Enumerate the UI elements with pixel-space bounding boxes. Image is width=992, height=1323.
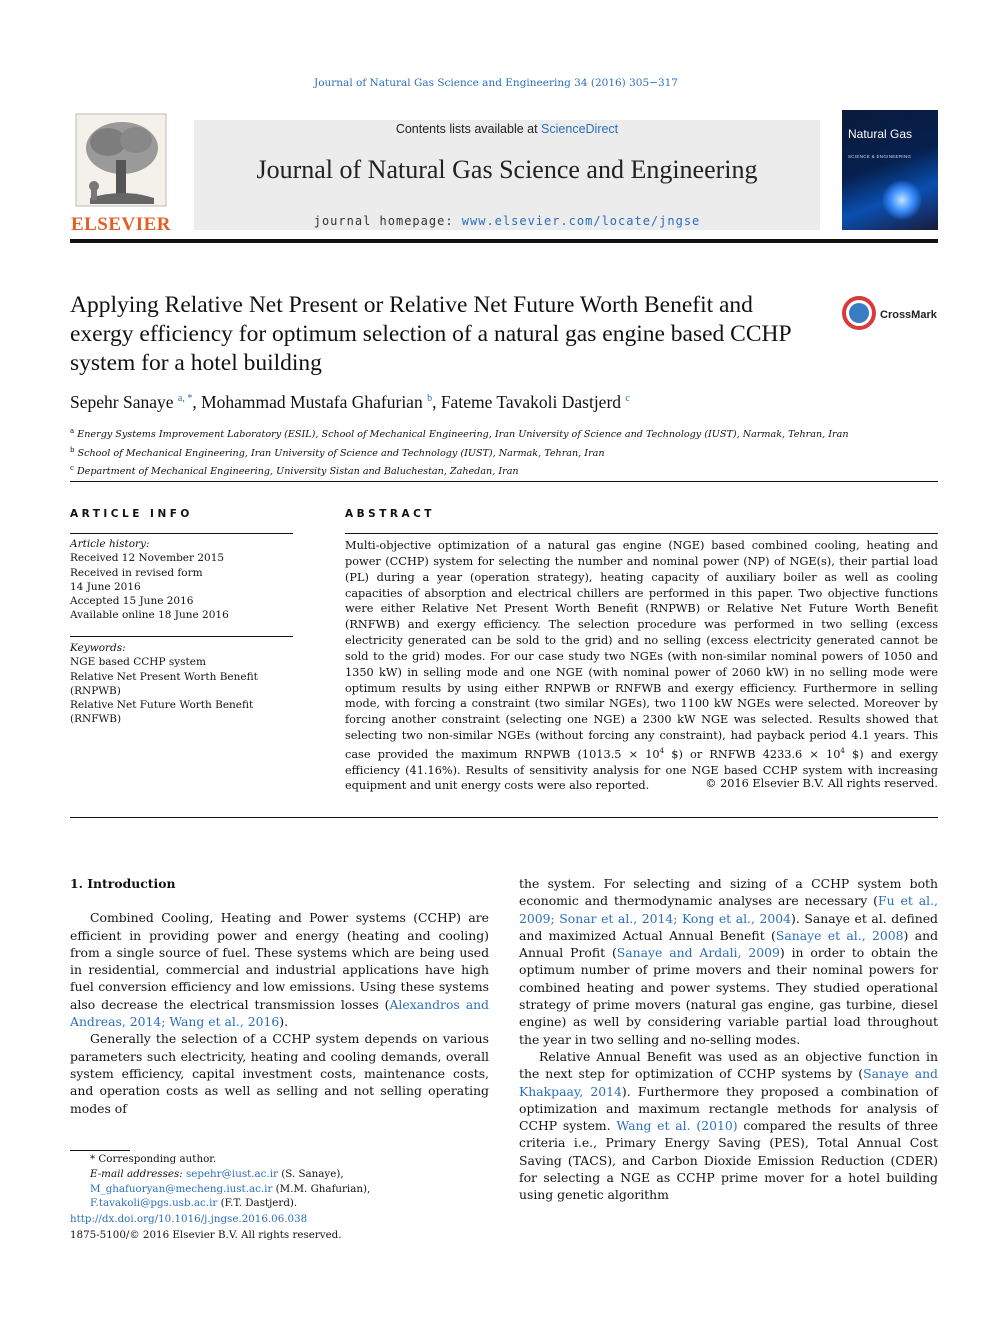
elsevier-logo xyxy=(70,110,172,236)
affil-mark: b xyxy=(70,445,75,454)
cover-title: Natural Gas xyxy=(848,127,913,141)
affiliation xyxy=(70,461,930,480)
publisher-name: ELSEVIER xyxy=(70,214,172,235)
homepage-prefix: journal homepage: xyxy=(313,214,462,228)
divider xyxy=(70,636,293,637)
email-link[interactable]: M_ghafuoryan@mecheng.iust.ac.ir xyxy=(90,1182,273,1195)
flame-icon xyxy=(882,180,922,220)
contents-prefix: Contents lists available at xyxy=(395,122,542,136)
author-affil-mark[interactable]: b xyxy=(427,393,433,405)
reference-link[interactable]: Fu et al., 2009; Sonar et al., 2014; Kong et al., 2004 xyxy=(519,893,938,926)
reference-link[interactable]: Sanaye et al., 2008 xyxy=(775,927,904,943)
paragraph xyxy=(519,1048,938,1204)
issn-line: 1875-5100/© 2016 Elsevier B.V. All rights reserved. xyxy=(70,1228,342,1241)
email-link[interactable]: F.tavakoli@pgs.usb.ac.ir xyxy=(90,1197,218,1210)
author-affil-mark[interactable]: c xyxy=(625,393,630,405)
text-run: ). Furthermore they proposed a combination of optimization and maximum rectangle methods for analysis of CCHP system. xyxy=(519,1083,938,1134)
paragraph xyxy=(70,909,489,1030)
section-heading: 1. Introduction xyxy=(70,876,176,891)
elsevier-tree-icon xyxy=(70,110,172,210)
text-run: compared the results of three criteria i.e., Primary Energy Saving (PES), Total Annual Cost Saving (TACS), and Carbon Dioxide Emission Reduction (CDER) for selecting a NGE as CCHP prime mover for a hotel building using genetic algorithm xyxy=(519,1118,938,1203)
author-affil-mark[interactable]: a, * xyxy=(177,393,193,405)
abstract-exponent: 4 xyxy=(659,746,665,755)
email-owner: (M.M. Ghafurian), xyxy=(272,1182,371,1195)
corr-text: Corresponding author. xyxy=(95,1153,217,1165)
affil-text: School of Mechanical Engineering, Iran University of Science and Technology (IUST), Narmak, Tehran, Iran xyxy=(77,447,605,459)
sciencedirect-link[interactable]: ScienceDirect xyxy=(541,122,619,136)
divider xyxy=(70,481,938,482)
author-name[interactable]: Mohammad Mustafa Ghafurian xyxy=(201,392,423,412)
divider xyxy=(345,533,938,534)
crossmark-label: CrossMark xyxy=(880,309,937,321)
footnote xyxy=(70,1152,490,1211)
abstract-heading: ABSTRACT xyxy=(345,508,435,520)
text-run: ). Sanaye et al. defined and maximized Actual Annual Benefit ( xyxy=(519,910,938,943)
affiliation xyxy=(70,424,930,443)
reference-link[interactable]: Sanaye and Khakpaay, 2014 xyxy=(519,1066,938,1099)
history-item: Accepted 15 June 2016 xyxy=(70,595,194,608)
text-run: Combined Cooling, Heating and Power systems (CCHP) are efficient in providing power and energy (heating and cooling) from a single source of fuel. These systems which are being used in residential, commercial and industrial applications have high fuel conversion efficiency and low emissions. Using these systems also decrease the electrical transmission losses ( xyxy=(70,910,489,1012)
header-rule xyxy=(70,239,938,243)
text-run: ) in order to obtain the optimum number of prime movers and their nominal powers for combined heating and power systems. They studied operational strategy of prime movers (natural gas engine, gas turbine, diesel engine) as well by considering variable partial load throughout the year in two selling and no-selling modes. xyxy=(519,945,938,1047)
keywords xyxy=(70,641,293,727)
reference-link[interactable]: Sanaye and Ardali, 2009 xyxy=(616,945,780,961)
email-link[interactable]: sepehr@iust.ac.ir xyxy=(185,1167,278,1180)
text-run: Relative Annual Benefit was used as an objective function in the next step for optimization of CCHP systems by ( xyxy=(519,1048,938,1082)
author-list: Sepehr Sanaye $^{a, *}$, Mohammad Mustafa Ghafurian $^b$, Fateme Tavakoli Dastjerd $^c$ xyxy=(70,392,630,412)
text-run: ) and Annual Profit ( xyxy=(519,927,939,961)
journal-title: Journal of Natural Gas Science and Engineering xyxy=(256,155,758,184)
email-addresses xyxy=(70,1167,490,1211)
paragraph: Generally the selection of a CCHP system depends on various parameters such electricity, heating and cooling demands, overall system efficiency, capital investment costs, maintenance costs, and operation costs as well as selling and not selling operating modes of xyxy=(70,1031,489,1116)
history-label: Article history: xyxy=(70,538,150,550)
abstract-text xyxy=(345,538,938,794)
footnote-rule xyxy=(70,1150,130,1151)
affil-text: Department of Mechanical Engineering, University Sistan and Baluchestan, Zahedan, Iran xyxy=(76,466,519,478)
divider xyxy=(70,817,938,818)
email-owner: (F.T. Dastjerd). xyxy=(217,1197,298,1210)
text-run: the system. For selecting and sizing of a CCHP system both economic and thermodynamic analyses are necessary ( xyxy=(519,876,938,909)
article-info-heading: ARTICLE INFO xyxy=(70,508,193,520)
body-column-left xyxy=(70,875,489,1117)
email-owner: (S. Sanaye), xyxy=(277,1167,344,1180)
doi-block xyxy=(70,1212,342,1243)
body-column-right xyxy=(519,875,938,1204)
author-name[interactable]: Fateme Tavakoli Dastjerd xyxy=(440,392,622,412)
contents-line xyxy=(194,122,820,136)
article-history xyxy=(70,537,293,623)
history-item: Received in revised form xyxy=(70,566,203,579)
homepage-link[interactable]: www.elsevier.com/locate/jngse xyxy=(461,214,701,228)
journal-homepage xyxy=(194,214,820,228)
doi-link[interactable]: http://dx.doi.org/10.1016/j.jngse.2016.06.038 xyxy=(70,1213,308,1225)
article-title: Applying Relative Net Present or Relative Net Future Worth Benefit and exergy efficiency for optimum selection of a natural gas engine based CCHP system for a hotel building xyxy=(70,292,791,376)
affil-mark: a xyxy=(70,427,75,435)
author-name[interactable]: Sepehr Sanaye xyxy=(70,392,174,412)
journal-banner xyxy=(194,120,820,230)
abstract-exponent: 4 xyxy=(840,746,845,755)
history-item: Available online 18 June 2016 xyxy=(70,609,229,622)
journal-citation-link[interactable]: Journal of Natural Gas Science and Engineering 34 (2016) 305−317 xyxy=(313,77,678,89)
paragraph xyxy=(519,875,938,1048)
corresponding-author-note xyxy=(70,1152,490,1167)
history-item: Received 12 November 2015 xyxy=(70,552,225,565)
crossmark-icon-inner xyxy=(849,303,869,323)
keyword: Relative Net Present Worth Benefit xyxy=(70,670,258,683)
keywords-label: Keywords: xyxy=(70,642,126,654)
email-label: E-mail addresses: xyxy=(90,1167,183,1180)
affil-mark: c xyxy=(70,464,74,473)
affiliations xyxy=(70,424,930,480)
corr-mark: * xyxy=(90,1153,96,1165)
cover-subtitle: SCIENCE & ENGINEERING xyxy=(848,154,912,159)
reference-link[interactable]: Alexandros and Andreas, 2014; Wang et al., 2016 xyxy=(70,996,489,1030)
crossmark-button[interactable] xyxy=(842,296,938,332)
affiliation xyxy=(70,443,930,462)
abstract-part: Multi-objective optimization of a natural gas engine (NGE) based combined cooling, heating and power (CCHP) system for selecting the number and nominal power (NP) of NGE(s), their partial load (PL) during a year (operation strategy), heating capacity of auxiliary boiler as well as cooling capacities of absorption and electrical chillers are performed in this paper. Two objective functions were either Relative Net Present Worth Benefit (RNPWB) or Relative Net Future Worth Benefit (RNFWB) and exergy efficiency. The selection procedure was performed in two selling (excess electricity generated can be sold to the grid) and no selling (excess electricity generated cannot be sold to the grid) modes. For our case study two NGEs (with non-similar nominal powers of 1050 and 1350 kW) in selling mode and one NGE (with nominal power of 2060 kW) in no selling mode were optimum results by using either RNPWB or RNFWB and exergy efficiency. Furthermore in selling mode, with forcing a constraint (two similar NGEs), two 1100 kW NGEs were selected. Moreover by forcing another constraint (selecting one NGE) a 2300 kW NGE was selected. Results showed that selecting two non-similar NGEs (without forcing any constraint), had payback period 4.1 years. This case provided the maximum RNPWB (1013.5 × 10 xyxy=(345,539,938,761)
keyword: (RNPWB) xyxy=(70,684,121,697)
divider xyxy=(70,533,293,534)
journal-cover[interactable] xyxy=(842,110,938,230)
abstract-part: $) and exergy efficiency (41.16%). Results of sensitivity analysis for one NGE based CCHP system with increasing equipment and unit energy costs were also reported. xyxy=(345,747,938,793)
abstract-copyright: © 2016 Elsevier B.V. All rights reserved. xyxy=(705,777,938,790)
reference-link[interactable]: Wang et al. (2010) xyxy=(616,1118,738,1134)
abstract-part: $) or RNFWB 4233.6 × 10 xyxy=(664,747,841,761)
history-item: 14 June 2016 xyxy=(70,580,141,593)
keyword: Relative Net Future Worth Benefit (RNFWB) xyxy=(70,699,254,726)
keyword: NGE based CCHP system xyxy=(70,656,206,669)
text-run: ). xyxy=(279,1014,289,1030)
affil-text: Energy Systems Improvement Laboratory (ESIL), School of Mechanical Engineering, Iran University of Science and Technology (IUST), Narmak, Tehran, Iran xyxy=(77,429,849,441)
